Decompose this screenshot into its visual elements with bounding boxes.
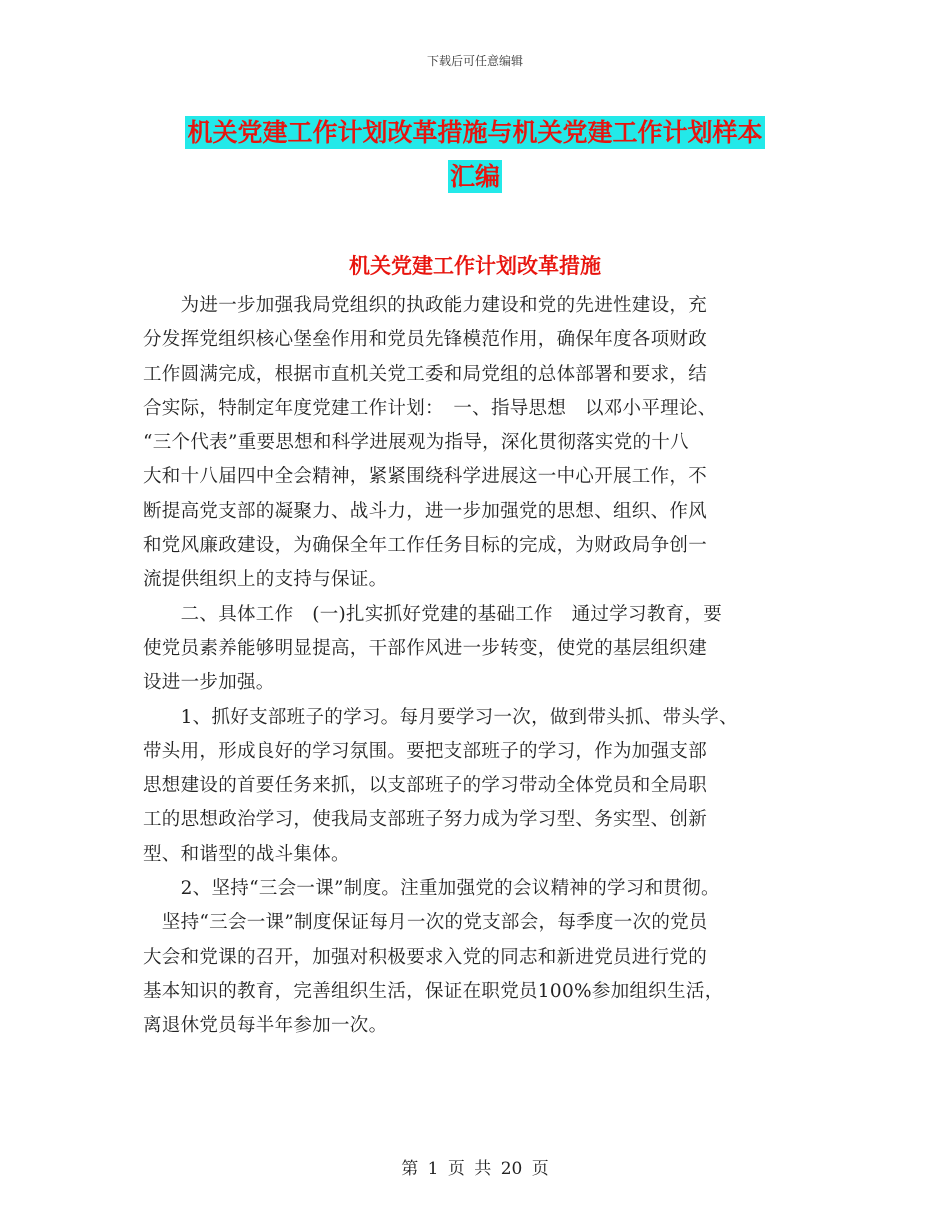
title-highlight-2: 汇编: [449, 162, 500, 191]
document-title-line-2: [0, 157, 950, 193]
text-line: 离退休党员每半年参加一次。: [143, 1015, 388, 1037]
text-line: “三个代表”重要思想和科学进展观为指导，深化贯彻落实党的十八: [143, 432, 689, 454]
text-line: 分发挥党组织核心堡垒作用和党员先锋模范作用，确保年度各项财政: [143, 329, 708, 351]
text-line: 大和十八届四中全会精神，紧紧围绕科学进展这一中心开展工作，不: [143, 466, 708, 488]
text-line: 大会和党课的召开，加强对积极要求入党的同志和新进党员进行党的: [143, 946, 708, 968]
text-line: 型、和谐型的战斗集体。: [143, 843, 350, 865]
text-line: 思想建设的首要任务来抓，以支部班子的学习带动全体党员和全局职: [143, 775, 708, 797]
text-line: 流提供组织上的支持与保证。: [143, 569, 388, 591]
section-heading: 机关党建工作计划改革措施: [349, 254, 601, 278]
text-line: 为进一步加强我局党组织的执政能力建设和党的先进性建设，充: [143, 295, 708, 316]
text-line: 使党员素养能够明显提高，干部作风进一步转变，使党的基层组织建: [143, 637, 708, 659]
text-line: 工的思想政治学习，使我局支部班子努力成为学习型、务实型、创新: [143, 809, 708, 831]
body-text: [143, 289, 833, 1044]
title-highlight-1: 机关党建工作计划改革措施与机关党建工作计划样本: [187, 118, 763, 147]
text-line: 断提高党支部的凝聚力、战斗力，进一步加强党的思想、组织、作风: [143, 500, 708, 522]
text-line: 2、坚持“三会一课”制度。注重加强党的会议精神的学习和贯彻。: [143, 878, 720, 900]
text-line: 1、抓好支部班子的学习。每月要学习一次，做到带头抓、带头学、: [143, 706, 738, 728]
text-line: 和党风廉政建设，为确保全年工作任务目标的完成，为财政局争创一: [143, 535, 708, 557]
text-line: 二、具体工作 (一)扎实抓好党建的基础工作 通过学习教育，要: [143, 603, 723, 625]
text-line: 带头用，形成良好的学习氛围。要把支部班子的学习，作为加强支部: [143, 740, 708, 762]
header-note: 下载后可任意编辑: [426, 54, 523, 68]
document-title-line-1: [0, 113, 950, 149]
text-line: 设进一步加强。: [143, 672, 275, 694]
page-footer: 第 1 页 共 20 页: [401, 1159, 549, 1179]
text-line: 坚持“三会一课”制度保证每月一次的党支部会，每季度一次的党员: [143, 912, 708, 934]
text-line: 工作圆满完成，根据市直机关党工委和局党组的总体部署和要求，结: [143, 363, 708, 385]
text-line: 合实际，特制定年度党建工作计划： 一、指导思想 以邓小平理论、: [143, 397, 717, 419]
text-line: 基本知识的教育，完善组织生活，保证在职党员100%参加组织生活，: [143, 980, 724, 1002]
